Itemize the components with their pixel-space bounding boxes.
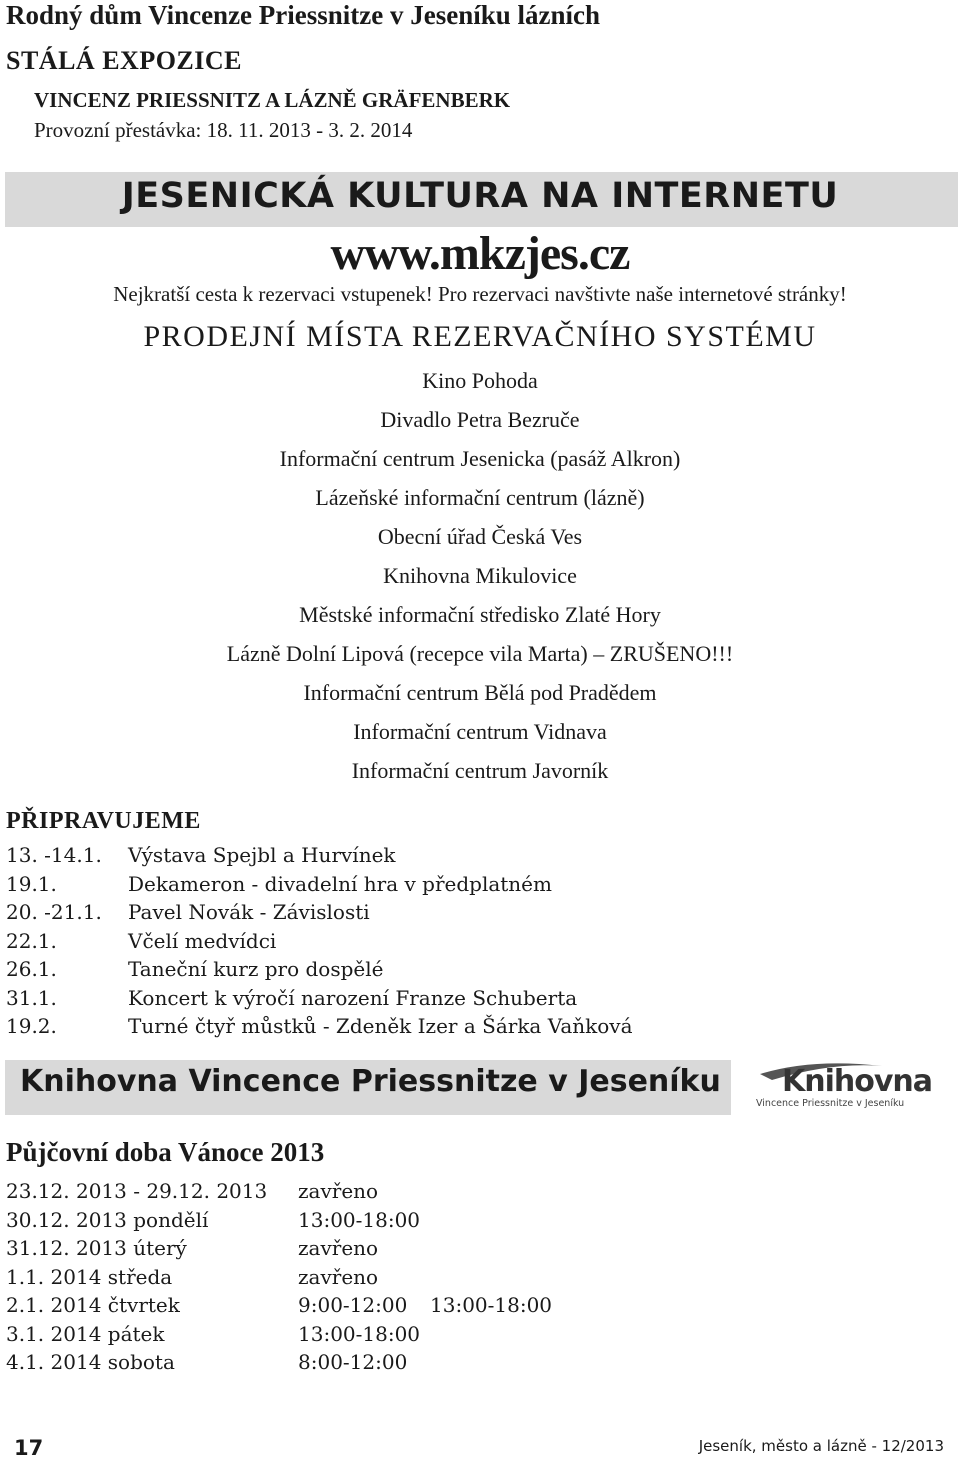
page-number: 17 [14, 1436, 44, 1460]
event-name: Turné čtyř můstků - Zdeněk Izer a Šárka Vaňková [128, 1014, 633, 1038]
list-item: Informační centrum Jesenicka (pasáž Alkron) [279, 446, 681, 471]
hours-time: zavřeno [298, 1264, 379, 1289]
hours-time: zavřeno [298, 1236, 379, 1260]
table-row [6, 1292, 552, 1321]
event-date: 13. -14.1. [6, 843, 102, 867]
hours-time-2: 13:00-18:00 [430, 1293, 553, 1317]
list-item: Kino Pohoda [422, 368, 538, 393]
hours-day: 30.12. 2013 pondělí [6, 1207, 209, 1232]
list-item: Obecní úřad Česká Ves [377, 524, 583, 549]
list-item: Informační centrum Vidnava [353, 719, 607, 744]
page-title: Rodný dům Vincenze Priessnitze v Jeseníku lázních [6, 0, 601, 30]
event-date: 19.1. [6, 871, 57, 896]
list-item: Divadlo Petra Bezruče [380, 407, 580, 432]
upcoming-title: PŘIPRAVUJEME [6, 808, 201, 834]
table-row [6, 1321, 552, 1350]
list-item [6, 928, 633, 957]
event-date: 20. -21.1. [6, 900, 102, 924]
list-item: Městské informační středisko Zlaté Hory [299, 602, 661, 627]
event-date: 26.1. [6, 957, 57, 981]
sales-points-title: PRODEJNÍ MÍSTA REZERVAČNÍHO SYSTÉMU [143, 320, 817, 353]
event-name: Pavel Novák - Závislosti [128, 900, 370, 924]
sales-points-list [0, 366, 960, 795]
hours-time: zavřeno [298, 1179, 379, 1203]
event-date: 22.1. [6, 928, 57, 953]
list-item [6, 985, 633, 1014]
table-row [6, 1207, 552, 1236]
list-item [6, 956, 633, 985]
event-name: Výstava Spejbl a Hurvínek [128, 843, 396, 867]
hours-day: 31.12. 2013 úterý [6, 1236, 187, 1260]
list-item: Knihovna Mikulovice [383, 563, 577, 588]
publication-footer: Jeseník, město a lázně - 12/2013 [698, 1437, 944, 1455]
hours-time: 13:00-18:00 [298, 1321, 421, 1346]
event-date: 19.2. [6, 1014, 57, 1038]
exhibition-label: STÁLÁ EXPOZICE [6, 46, 242, 75]
list-item: Informační centrum Javorník [351, 758, 609, 783]
list-item [6, 842, 633, 871]
table-row [6, 1349, 552, 1378]
logo-subtitle: Vincence Priessnitze v Jeseníku [756, 1098, 905, 1109]
internet-banner-title: JESENICKÁ KULTURA NA INTERNETU [121, 176, 839, 216]
hours-day: 2.1. 2014 čtvrtek [6, 1293, 180, 1317]
list-item [6, 899, 633, 928]
event-name: Koncert k výročí narození Franze Schuberta [128, 985, 578, 1010]
hours-time: 9:00-12:00 [298, 1293, 408, 1317]
website-note: Nejkratší cesta k rezervaci vstupenek! Pro rezervaci navštivte naše internetové stránky! [113, 282, 847, 306]
hours-day: 1.1. 2014 středa [6, 1264, 173, 1289]
event-name: Včelí medvídci [128, 928, 277, 953]
event-date: 31.1. [6, 985, 57, 1010]
hours-time: 8:00-12:00 [298, 1350, 408, 1374]
closure-note: Provozní přestávka: 18. 11. 2013 - 3. 2. 2014 [34, 118, 413, 142]
exhibition-name: VINCENZ PRIESSNITZ A LÁZNĚ GRÄFENBERK [34, 88, 511, 112]
library-banner-title: Knihovna Vincence Priessnitze v Jeseníku [20, 1064, 721, 1099]
list-item [6, 1013, 633, 1042]
list-item: Lázeňské informační centrum (lázně) [315, 485, 645, 510]
table-row [6, 1178, 552, 1207]
website-link[interactable]: www.mkzjes.cz [330, 227, 630, 280]
upcoming-events-list [6, 842, 633, 1042]
table-row [6, 1235, 552, 1264]
hours-day: 23.12. 2013 - 29.12. 2013 [6, 1179, 268, 1203]
event-name: Dekameron - divadelní hra v předplatném [128, 871, 552, 896]
opening-hours-table [6, 1178, 552, 1378]
list-item: Lázně Dolní Lipová (recepce vila Marta) – ZRUŠENO!!! [226, 641, 734, 666]
list-item: Informační centrum Bělá pod Pradědem [303, 680, 657, 705]
list-item [6, 871, 633, 900]
event-name: Taneční kurz pro dospělé [128, 957, 384, 981]
library-logo [752, 1060, 958, 1116]
table-row [6, 1264, 552, 1293]
hours-day: 3.1. 2014 pátek [6, 1321, 165, 1346]
hours-day: 4.1. 2014 sobota [6, 1350, 175, 1374]
logo-text: Knihovna [782, 1064, 933, 1099]
opening-hours-title: Půjčovní doba Vánoce 2013 [6, 1137, 325, 1167]
hours-time: 13:00-18:00 [298, 1207, 421, 1232]
